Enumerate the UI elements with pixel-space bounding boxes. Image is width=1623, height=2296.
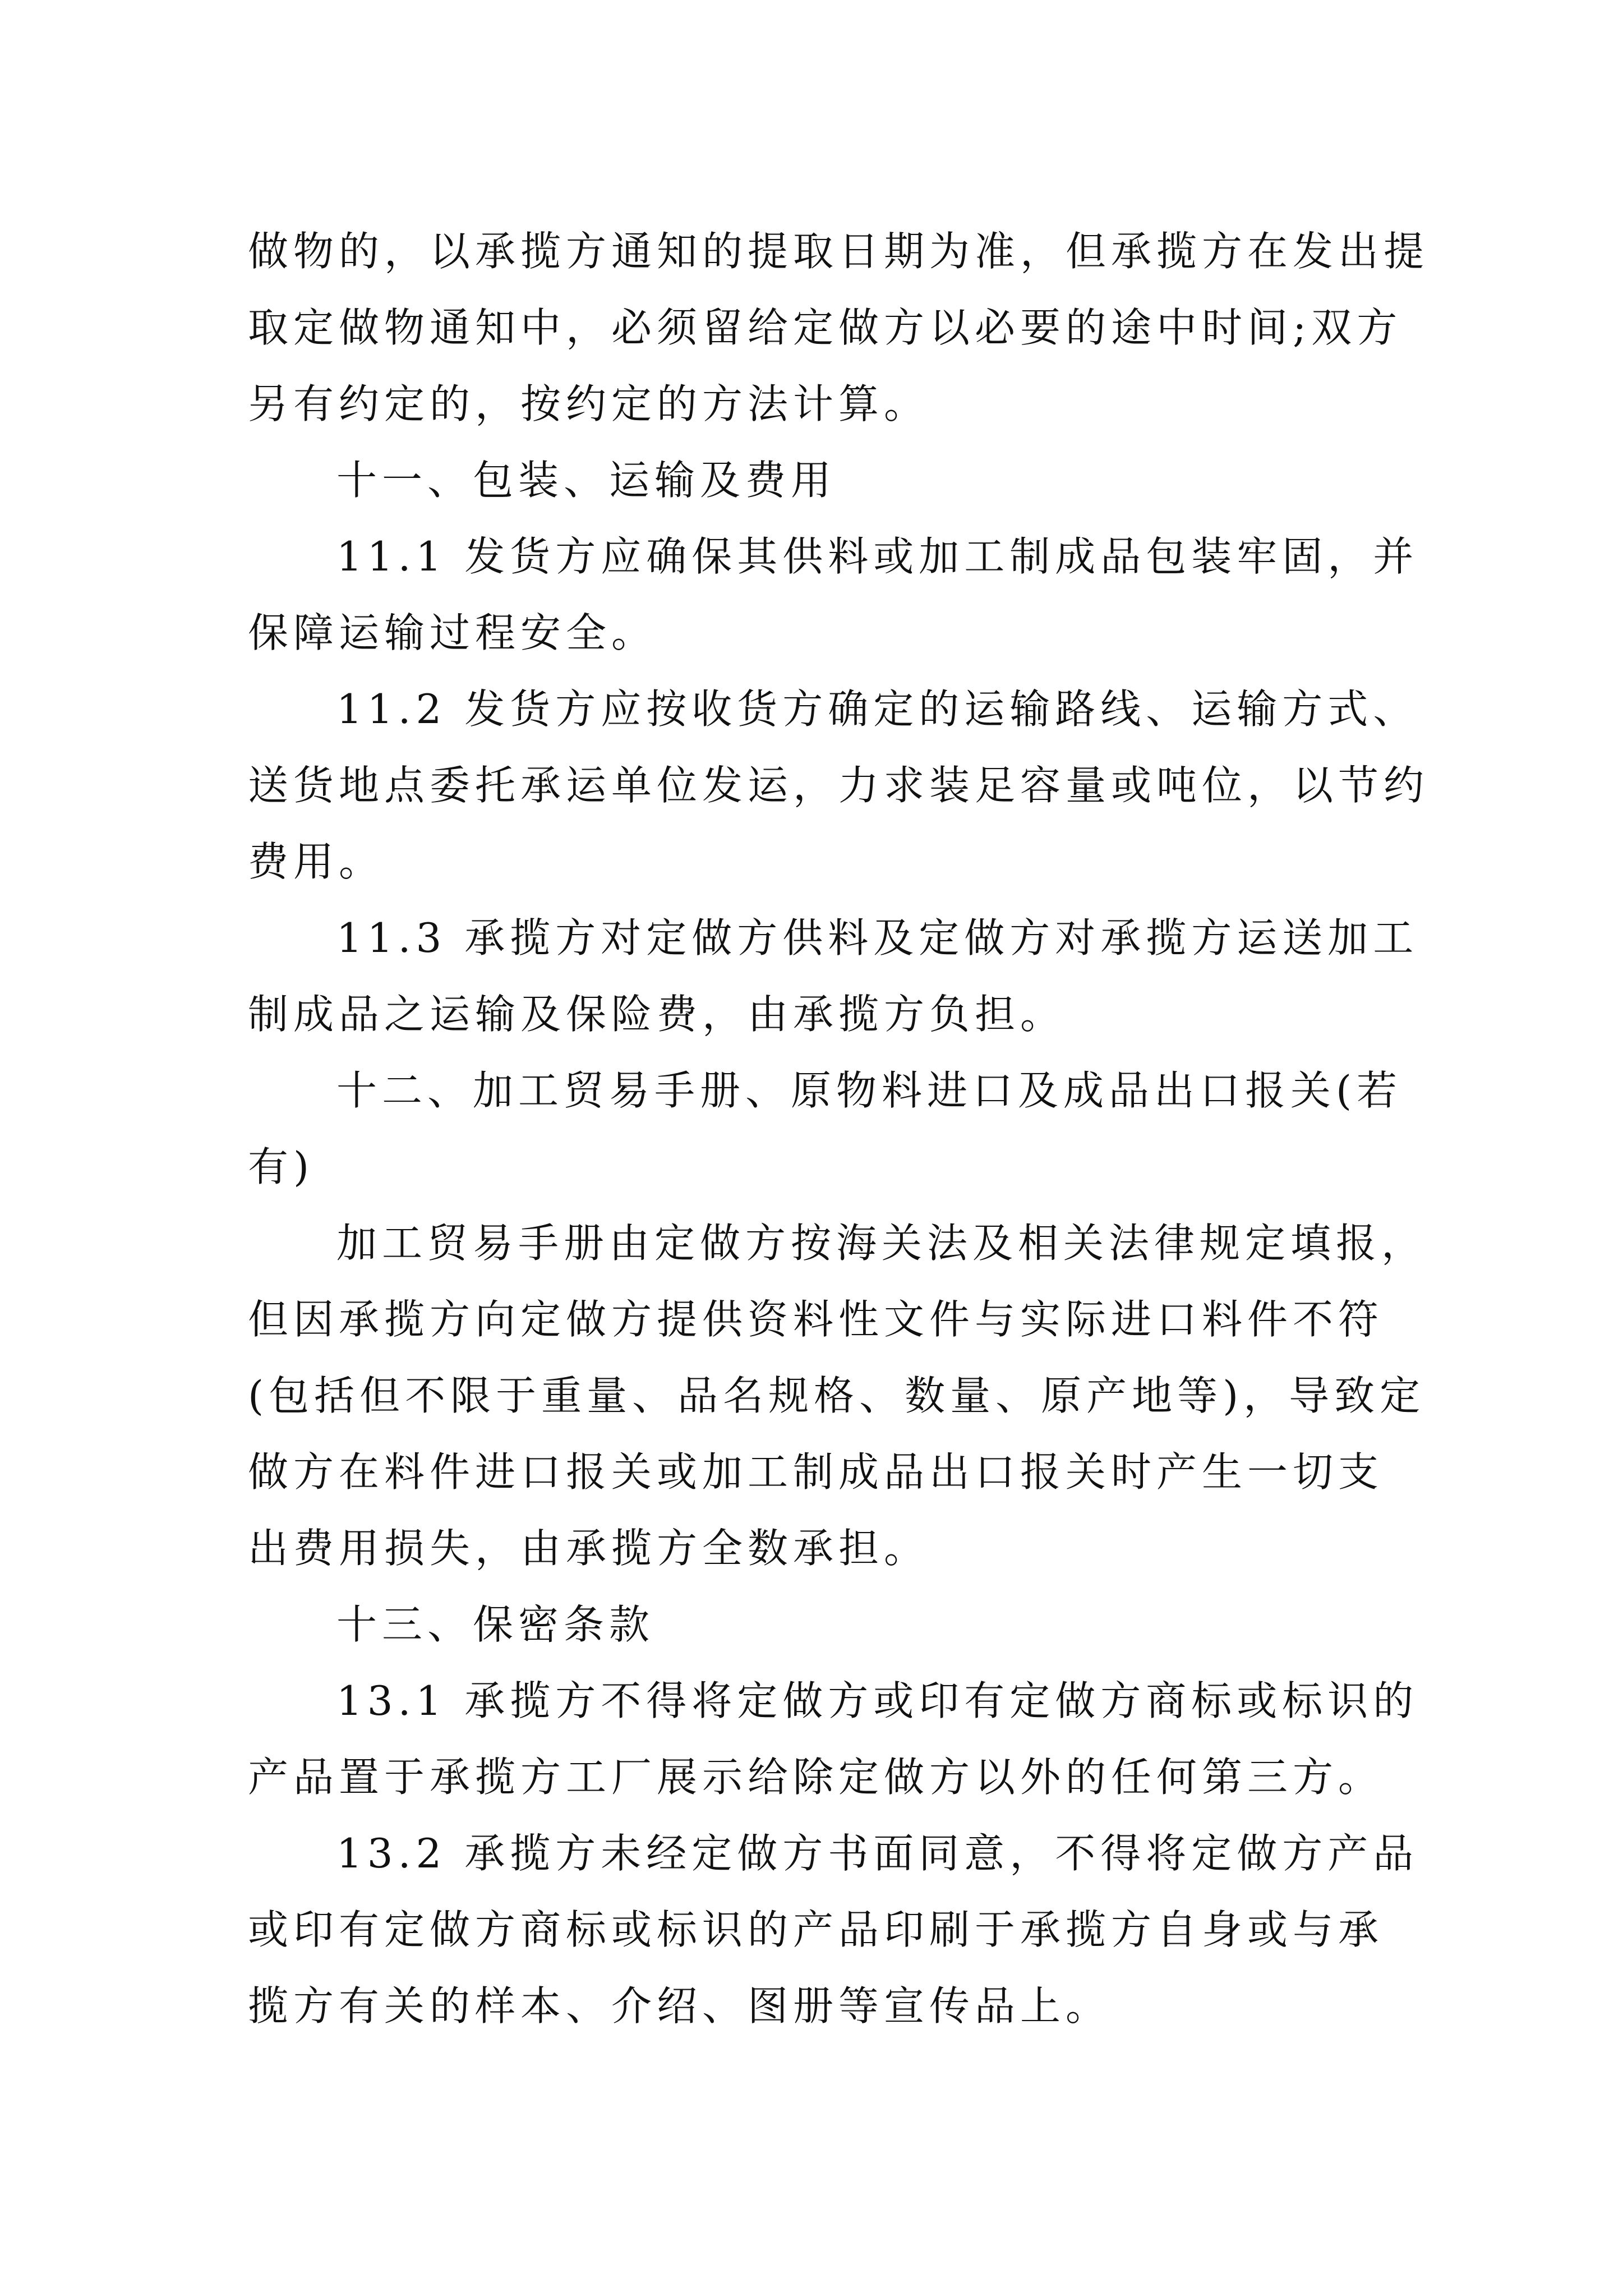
text-line: 费用。 <box>248 838 385 885</box>
text-line: 或印有定做方商标或标识的产品印刷于承揽方自身或与承 <box>248 1906 1384 1953</box>
text-line: 揽方有关的样本、介绍、图册等宣传品上。 <box>248 1982 1112 2030</box>
section-heading-11: 十一、包装、运输及费用 <box>336 457 837 504</box>
text-line: (包括但不限于重量、品名规格、数量、原产地等)，导致定 <box>248 1372 1426 1419</box>
text-line: 保障运输过程安全。 <box>248 609 657 656</box>
clause-11-3: 11.3 承揽方对定做方供料及定做方对承揽方运送加工 <box>336 914 1419 961</box>
section-heading-12: 十二、加工贸易手册、原物料进口及成品出口报关(若 <box>336 1067 1403 1114</box>
text-line: 做物的，以承揽方通知的提取日期为准，但承揽方在发出提 <box>248 228 1430 275</box>
document-body <box>248 213 1430 2044</box>
text-line: 做方在料件进口报关或加工制成品出口报关时产生一切支 <box>248 1448 1384 1496</box>
section-heading-13: 十三、保密条款 <box>336 1601 655 1648</box>
text-line: 但因承揽方向定做方提供资料性文件与实际进口料件不符 <box>248 1296 1384 1343</box>
text-line: 有) <box>248 1143 315 1190</box>
text-line: 送货地点委托承运单位发运，力求装足容量或吨位，以节约 <box>248 762 1430 809</box>
text-line: 制成品之运输及保险费，由承揽方负担。 <box>248 991 1066 1038</box>
text-line: 出费用损失，由承揽方全数承担。 <box>248 1525 930 1572</box>
text-line: 取定做物通知中，必须留给定做方以必要的途中时间;双方 <box>248 304 1403 351</box>
clause-11-2: 11.2 发货方应按收货方确定的运输路线、运输方式、 <box>336 685 1419 733</box>
clause-12-body: 加工贸易手册由定做方按海关法及相关法律规定填报， <box>336 1220 1427 1267</box>
clause-13-2: 13.2 承揽方未经定做方书面同意，不得将定做方产品 <box>336 1830 1419 1877</box>
text-line: 另有约定的，按约定的方法计算。 <box>248 380 930 427</box>
clause-11-1: 11.1 发货方应确保其供料或加工制成品包装牢固，并 <box>336 533 1419 580</box>
clause-13-1: 13.1 承揽方不得将定做方或印有定做方商标或标识的 <box>336 1677 1419 1724</box>
text-line: 产品置于承揽方工厂展示给除定做方以外的任何第三方。 <box>248 1754 1384 1801</box>
